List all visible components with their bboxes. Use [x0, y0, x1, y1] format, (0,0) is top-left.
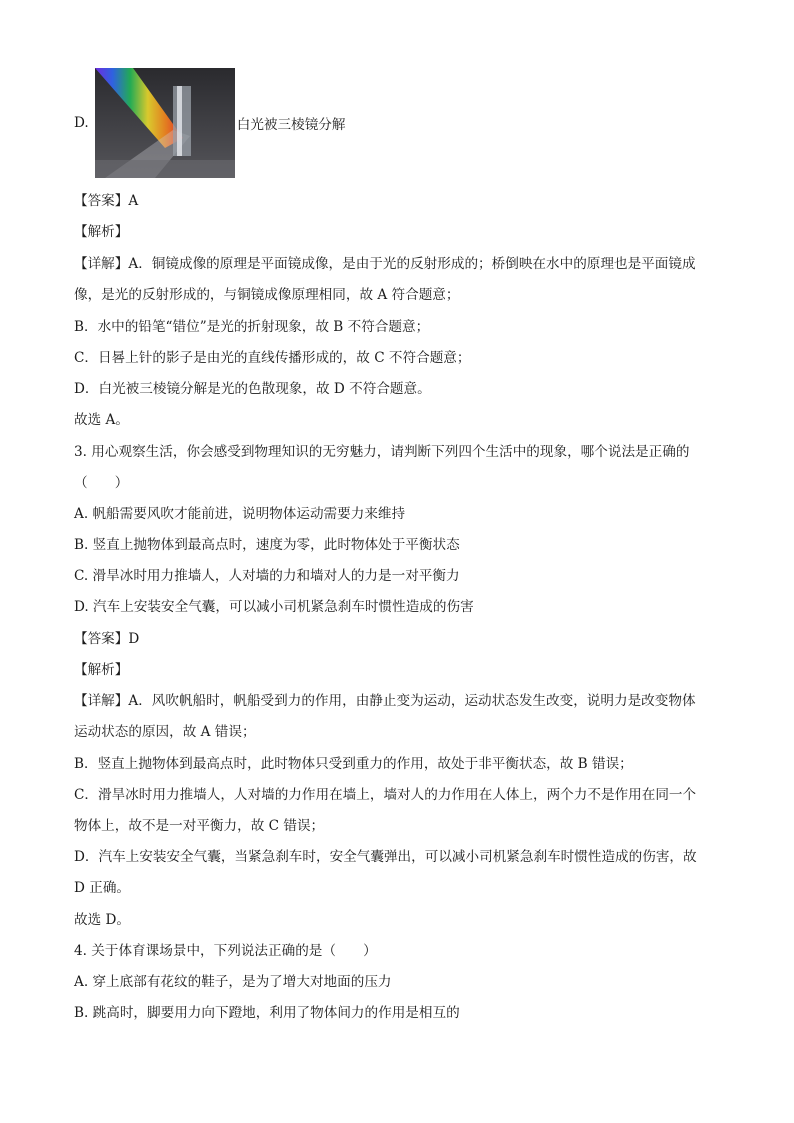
- detail-line: 像，是光的反射形成的，与铜镜成像原理相同，故 A 符合题意；: [74, 287, 460, 303]
- analysis-heading: 【解析】: [74, 662, 129, 678]
- question-3-option-c: C. 滑旱冰时用力推墙人，人对墙的力和墙对人的力是一对平衡力: [74, 568, 460, 584]
- question-3-option-b: B. 竖直上抛物体到最高点时，速度为零，此时物体处于平衡状态: [74, 537, 460, 553]
- detail-line: C．日晷上针的影子是由光的直线传播形成的，故 C 不符合题意；: [74, 350, 471, 366]
- detail-line: C．滑旱冰时用力推墙人，人对墙的力作用在墙上，墙对人的力作用在人体上，两个力不是作用在同一个: [74, 787, 697, 803]
- detail-line: D．汽车上安装安全气囊，当紧急刹车时，安全气囊弹出，可以减小司机紧急刹车时惯性造成的伤害，故: [74, 849, 697, 865]
- detail-line: B．水中的铅笔“错位”是光的折射现象，故 B 不符合题意；: [74, 319, 430, 335]
- prism-photo-icon: [95, 68, 235, 178]
- analysis-heading: 【解析】: [74, 224, 129, 240]
- question-3-option-a: A. 帆船需要风吹才能前进，说明物体运动需要力来维持: [74, 506, 406, 522]
- question-4-option-b: B. 跳高时，脚要用力向下蹬地，利用了物体间力的作用是相互的: [74, 1005, 460, 1021]
- conclusion-line: 故选 A。: [74, 412, 129, 428]
- question-3-blank: （ ）: [74, 475, 129, 491]
- answer-line: 【答案】A: [74, 193, 139, 209]
- detail-line: 【详解】A．风吹帆船时，帆船受到力的作用，由静止变为运动，运动状态发生改变，说明力是改变物体: [74, 693, 696, 709]
- question-3-option-d: D. 汽车上安装安全气囊，可以减小司机紧急刹车时惯性造成的伤害: [74, 599, 474, 615]
- detail-line: D 正确。: [74, 880, 131, 896]
- option-d-caption: 白光被三棱镜分解: [236, 117, 346, 133]
- question-4-stem: 4. 关于体育课场景中，下列说法正确的是（ ）: [74, 943, 377, 959]
- answer-line: 【答案】D: [74, 631, 140, 647]
- detail-line: B．竖直上抛物体到最高点时，此时物体只受到重力的作用，故处于非平衡状态，故 B 错误；: [74, 756, 633, 772]
- question-3-stem: 3. 用心观察生活，你会感受到物理知识的无穷魅力，请判断下列四个生活中的现象，哪个说法是正确的: [74, 444, 690, 460]
- detail-line: 【详解】A．铜镜成像的原理是平面镜成像，是由于光的反射形成的；桥倒映在水中的原理也是平面镜成: [74, 256, 696, 272]
- detail-line: 物体上，故不是一对平衡力，故 C 错误；: [74, 818, 325, 834]
- option-d-row: [74, 68, 346, 178]
- option-d-label: D.: [74, 115, 89, 131]
- detail-line: 运动状态的原因，故 A 错误；: [74, 724, 256, 740]
- detail-line: D．白光被三棱镜分解是光的色散现象，故 D 不符合题意。: [74, 381, 431, 397]
- conclusion-line: 故选 D。: [74, 912, 131, 928]
- question-4-option-a: A. 穿上底部有花纹的鞋子，是为了增大对地面的压力: [74, 974, 392, 990]
- prism-dispersion-image: [95, 68, 235, 178]
